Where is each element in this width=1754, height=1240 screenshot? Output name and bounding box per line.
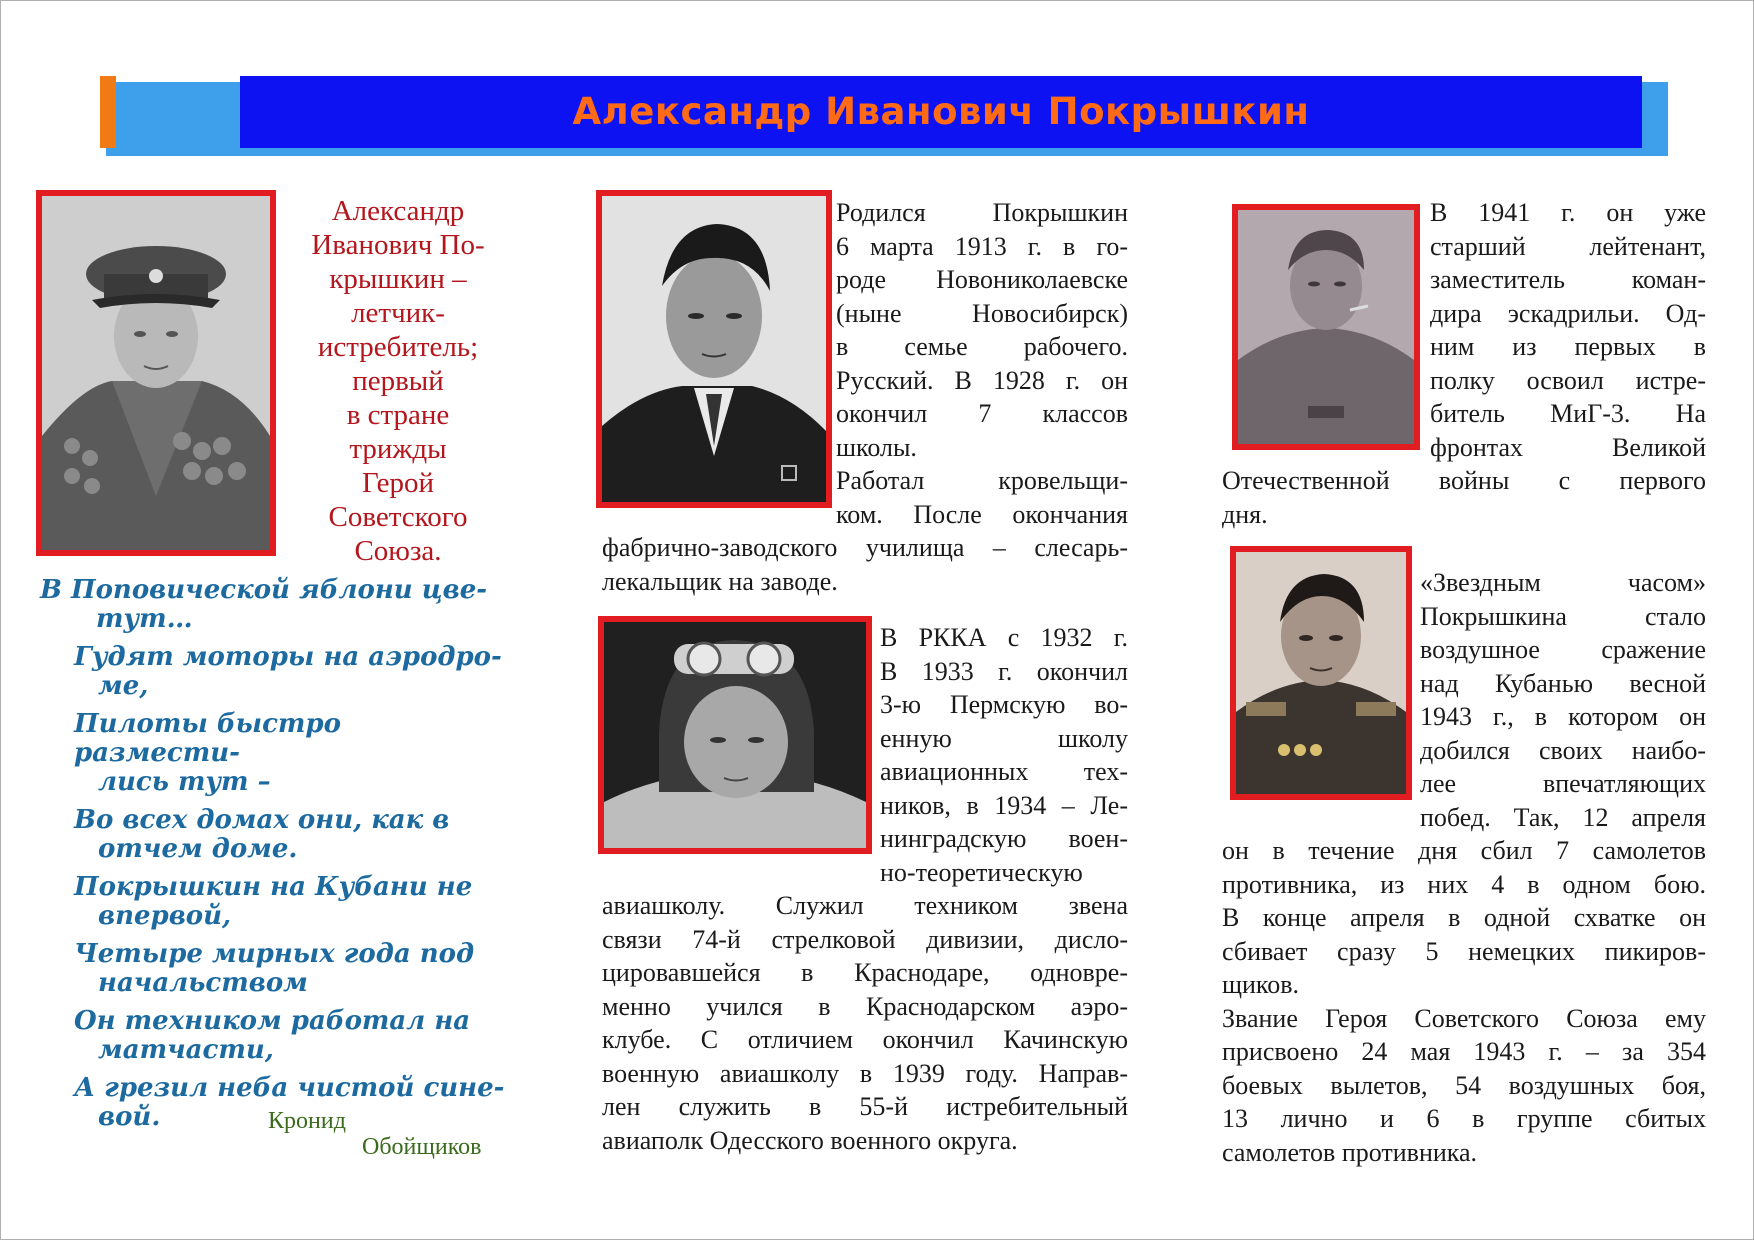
text-line: 3-ю Пермскую во- [880,690,1128,719]
text-line: старший лейтенант, [1430,231,1706,261]
poem-line: Во всех домах они, как в [74,805,450,835]
poem-author-last: Обойщиков [362,1134,482,1160]
text-line: дня. [1222,499,1268,529]
text-line: нинградскую воен- [880,824,1128,853]
caption-line: истребитель; [317,331,479,363]
photo-pilot-helmet [598,616,872,854]
text-line: менно учился в Краснодарском аэро- [602,991,1128,1021]
caption-line: Герой [362,467,434,499]
text-line: лен служить в 55-й истребительный [602,1092,1128,1121]
poem-line: вой. [98,1102,161,1132]
poem-line: Покрышкин на Кубани не [74,872,473,902]
text-line: воздушное сражение [1420,635,1706,664]
poem-line: Он техником работал на [74,1006,471,1036]
text-line: ников, в 1934 – Ле- [880,790,1128,820]
caption-line: летчик- [351,297,445,329]
title-banner-accent [100,76,116,148]
poem-line: Пилоты быстро размести- [74,709,341,768]
text-line: Родился Покрышкин [836,198,1128,227]
poem-line: матчасти, [98,1035,274,1065]
caption-line: первый [352,365,444,397]
text-line: 6 марта 1913 г. в го- [836,231,1128,261]
text-line: В РККА с 1932 г. [880,623,1128,652]
bio-rkka-text-wide [602,889,1128,1157]
text-line: фабрично-заводского училища – слесарь- [602,533,1128,562]
text-line: авиашколу. Служил техником звена [602,891,1128,920]
poem [40,576,510,1141]
poem-line: В Поповической яблони цве- [40,575,488,605]
bio-1941-text [1430,196,1706,464]
bio-birth-text-wide [602,531,1128,598]
poem-line: Гудят моторы на аэродро- [74,642,502,672]
caption-line: Союза. [354,535,442,567]
poem-author-first: Кронид [268,1108,346,1134]
caption-line: крышкин – [329,263,467,295]
text-line: сбивает сразу 5 немецких пикиров- [1222,936,1706,966]
poem-verse [40,940,510,998]
poem-line: впервой, [98,901,232,931]
text-line: школы. [836,432,917,462]
text-line: над Кубанью весной [1420,668,1706,698]
poem-line: А грезил неба чистой сине- [74,1073,505,1103]
text-line: енную школу [880,723,1128,753]
photo-officer-awards [1230,546,1412,800]
officer-awards-image [1236,552,1406,794]
text-line: «Звездным часом» [1420,568,1706,597]
text-line: щиков. [1222,970,1300,999]
caption-line: Иванович По- [311,229,485,261]
poem-line: лись тут – [98,767,271,797]
text-line: цировавшейся в Краснодаре, одновре- [602,958,1128,987]
text-line: ним из первых в [1430,332,1706,361]
pilot-helmet-image [604,622,866,848]
text-line: В 1941 г. он уже [1430,198,1706,227]
youth-portrait-image [602,196,826,502]
text-line: авиационных тех- [880,757,1128,786]
text-line: роде Новониколаевске [836,265,1128,294]
text-line: 13 лично и 6 в группе сбитых [1222,1104,1706,1133]
text-line: добился своих наибо- [1420,735,1706,765]
caption-line: Советского [328,501,468,533]
poem-verse [40,873,510,931]
text-line: противника, из них 4 в одном бою. [1222,869,1706,899]
bio-1941-text-wide [1222,464,1706,531]
poem-verse [40,806,510,864]
text-line: авиаполк Одесского военного округа. [602,1125,1018,1155]
bio-birth-text [836,196,1128,531]
poem-line: ме, [98,671,149,701]
text-line: но-теоретическую [880,857,1083,887]
text-line: он в течение дня сбил 7 самолетов [1222,836,1706,865]
text-line: фронтах Великой [1430,432,1706,462]
portrait-caption [278,194,518,568]
text-line: битель МиГ-3. На [1430,399,1706,428]
bio-rkka-text [880,621,1128,889]
caption-line: трижды [349,433,447,465]
photo-1941 [1232,204,1420,450]
text-line: боевых вылетов, 54 воздушных боя, [1222,1070,1706,1100]
text-line: Звание Героя Советского Союза ему [1222,1003,1706,1033]
photo-youth-portrait [596,190,832,508]
caption-line: в стране [346,399,450,431]
text-line: В конце апреля в одной схватке он [1222,903,1706,932]
text-line: окончил 7 классов [836,399,1128,428]
poem-verse [40,710,510,797]
text-line: военную авиашколу в 1939 году. Направ- [602,1058,1128,1088]
text-line: полку освоил истре- [1430,365,1706,395]
text-line: Покрышкина стало [1420,601,1706,631]
text-line: связи 74-й стрелковой дивизии, дисло- [602,924,1128,954]
page-title: Александр Иванович Покрышкин [572,90,1310,133]
text-line: клубе. С отличием окончил Качинскую [602,1025,1128,1054]
text-line: дира эскадрильи. Од- [1430,298,1706,328]
poem-line: отчем доме. [98,834,298,864]
photo-marshal-portrait [36,190,276,556]
text-line: заместитель коман- [1430,265,1706,294]
poem-verse [40,1007,510,1065]
text-line: 1943 г., в котором он [1420,702,1706,731]
text-line: в семье рабочего. [836,332,1128,361]
text-line: самолетов противника. [1222,1137,1478,1167]
officer-1941-image [1238,210,1414,444]
poem-line: Четыре мирных года под [74,939,475,969]
text-line: Русский. В 1928 г. он [836,365,1128,395]
marshal-portrait-image [42,196,270,550]
bio-kuban-text [1420,566,1706,834]
caption-line: Александр [331,195,465,227]
poem-verse [40,643,510,701]
text-line: лекальщик на заводе. [602,566,838,596]
poem-verse [40,576,510,634]
text-line: ком. После окончания [836,499,1128,529]
text-line: присвоено 24 мая 1943 г. – за 354 [1222,1037,1706,1066]
text-line: лее впечатляющих [1420,769,1706,798]
text-line: побед. Так, 12 апреля [1420,802,1706,832]
text-line: В 1933 г. окончил [880,656,1128,686]
poem-line: начальством [98,968,308,998]
text-line: Работал кровельщи- [836,466,1128,495]
poem-line: тут… [96,604,193,634]
text-line: Отечественной войны с первого [1222,466,1706,495]
text-line: (ныне Новосибирск) [836,298,1128,328]
bio-kuban-text-wide [1222,834,1706,1169]
